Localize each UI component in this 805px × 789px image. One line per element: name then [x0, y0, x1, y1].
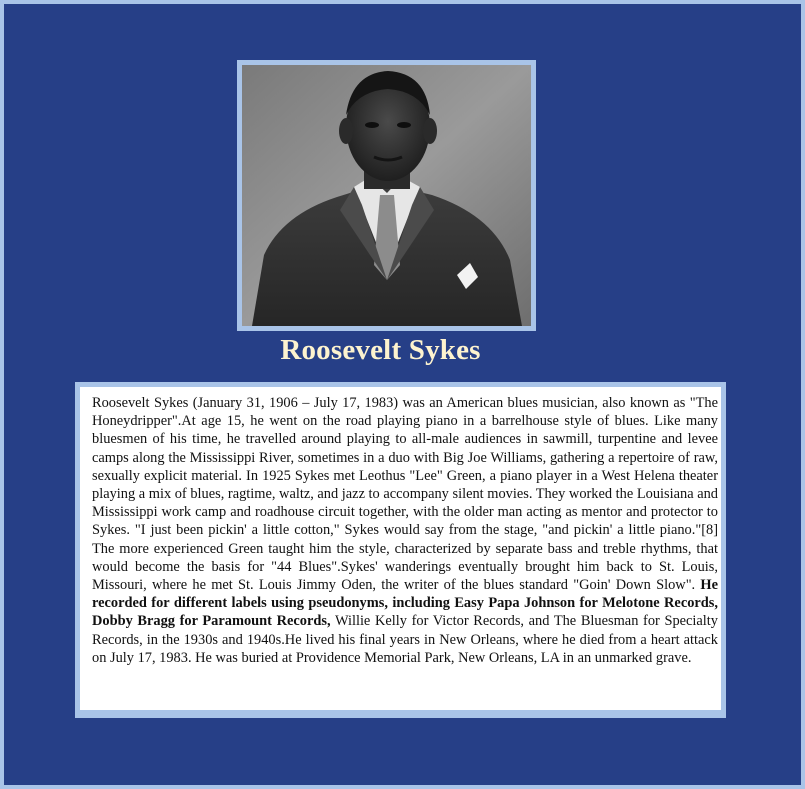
- page-frame: [4, 4, 801, 785]
- page-title: Roosevelt Sykes: [280, 334, 481, 366]
- biography-panel: [80, 387, 721, 710]
- biography-part-1: Roosevelt Sykes (January 31, 1906 – July 17, 1983) was an American blues musician, also known as "The Honeydripper".At age 15, he went on the road playing piano in a barrelhouse style of blues. Like many bluesmen of his time, he travelled around playing to all-male audiences in sawmill, turpentine and levee camps along the Mississippi River, sometimes in a duo with Big Joe Williams, gathering a repertoire of raw, sexually explicit material. In 1925 Sykes met Leothus "Lee" Green, a piano player in a West Helena theater playing a mix of blues, ragtime, waltz, and jazz to accompany silent movies. They worked the Louisiana and Mississippi work camp and roadhouse circuit together, with the older man acting as mentor and protector to Sykes. "I just been pickin' a little cotton," Sykes would say from the stage, "and pickin' a little piano."[8] The more experienced Green taught him the style, characterized by separate bass and treble rhythms, that would become the basis for "44 Blues".Sykes' wanderings eventually brought him back to St. Louis, Missouri, where he met St. Louis Jimmy Oden, the writer of the blues standard "Goin' Down Slow".: [92, 395, 718, 594]
- biography-box: [75, 382, 726, 718]
- biography-text: [92, 394, 718, 667]
- portrait-photo: [242, 65, 531, 326]
- biography-pseudonyms-bold: He recorded for different labels using pseudonyms, including Easy Papa Johnson for Melotone Records, Dobby Bragg for Paramount Records,: [92, 577, 718, 630]
- portrait-frame: [237, 60, 536, 331]
- biography-part-3: Willie Kelly for Victor Records, and The Bluesman for Specialty Records, in the 1930s and 1940s.He lived his final years in New Orleans, where he died from a heart attack on July 17, 1983. He was buried at Providence Memorial Park, New Orleans, LA in an unmarked grave.: [92, 613, 719, 666]
